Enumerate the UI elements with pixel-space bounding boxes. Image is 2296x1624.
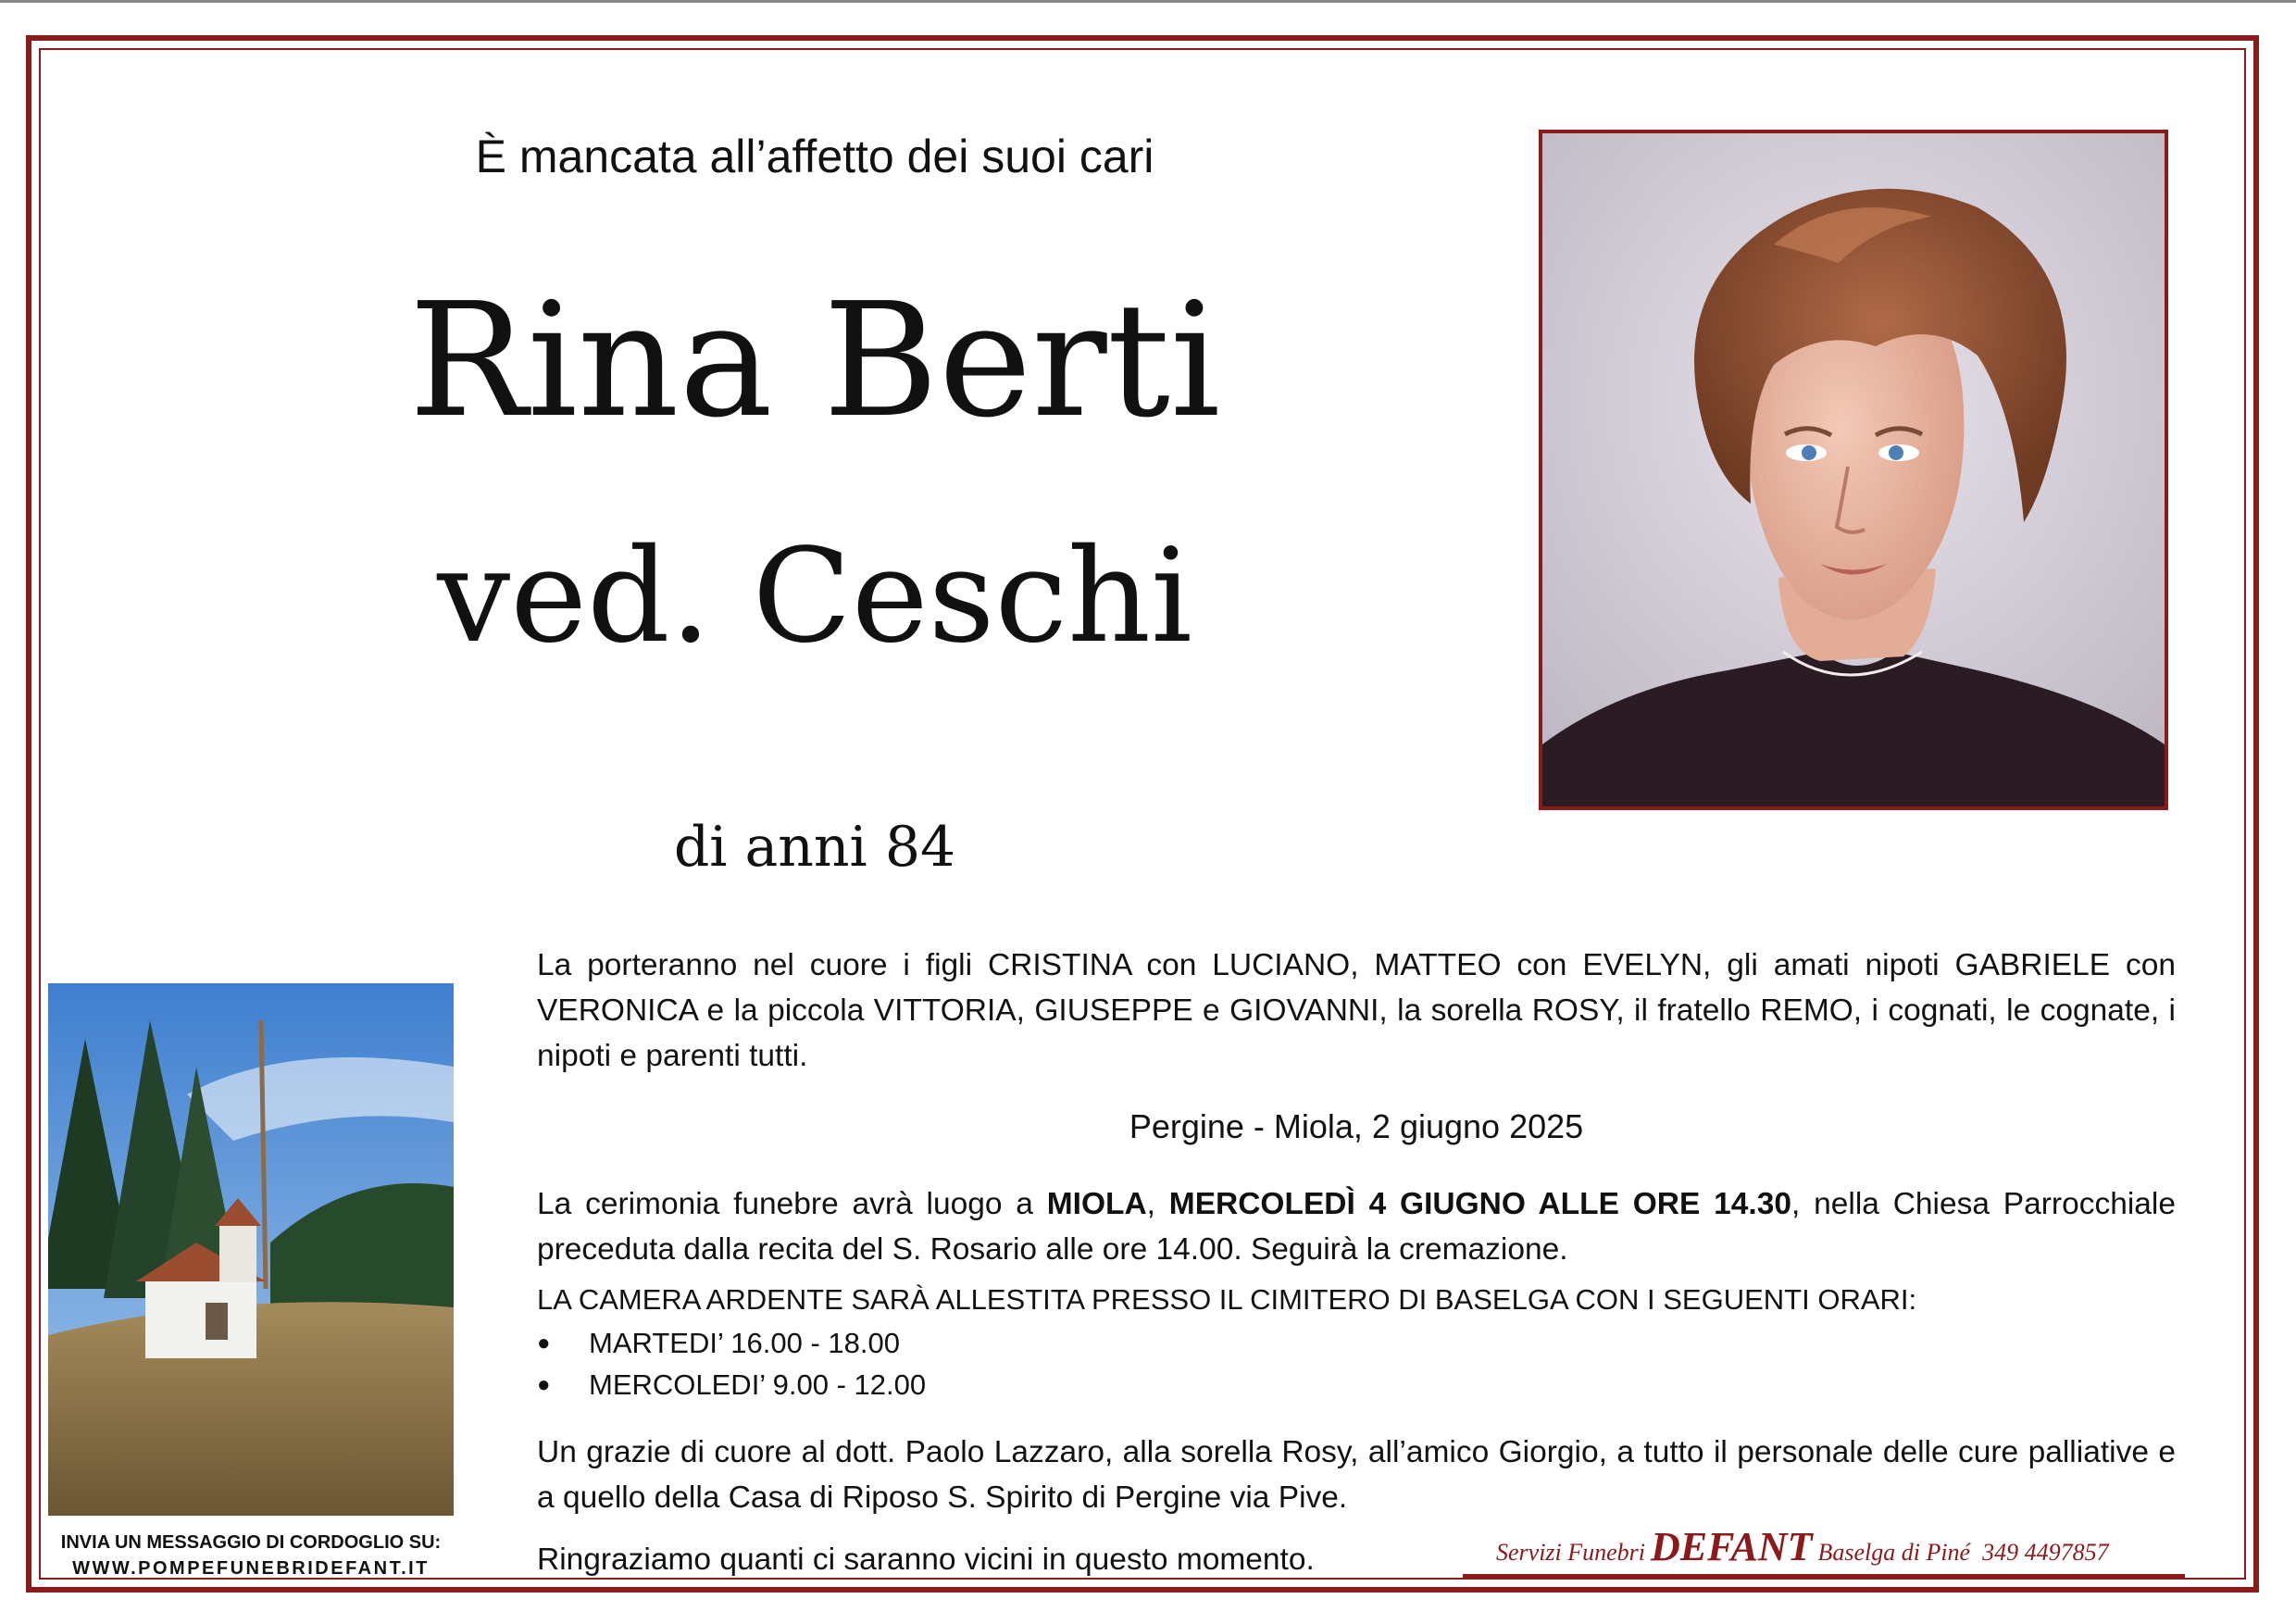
bullet-icon: ● (537, 1330, 551, 1355)
thanks-paragraph: Un grazie di cuore al dott. Paolo Lazzaro, alla sorella Rosy, all’amico Giorgio, a tutto il personale delle cure palliative e a quello della Casa di Riposo S. Spirito di Pergine via Pive. (537, 1435, 2176, 1515)
funeral-service-footer (1463, 1526, 2185, 1581)
dateline: Pergine - Miola, 2 giugno 2025 (1129, 1107, 1584, 1145)
footer-service: Servizi Funebri (1496, 1539, 1646, 1566)
footer-rule (1463, 1574, 2185, 1578)
schedule-list (537, 1322, 1926, 1405)
schedule-item-text: MERCOLEDI’ 9.00 - 12.00 (589, 1368, 927, 1401)
footer-phone: 349 4497857 (1982, 1539, 2109, 1566)
condolence-url-link[interactable]: WWW.POMPEFUNEBRIDEFANT.IT (72, 1558, 430, 1579)
condolence-box (48, 1530, 454, 1581)
ceremony-separator: , (1146, 1187, 1169, 1221)
bullet-icon: ● (537, 1372, 551, 1397)
age-text: di anni 84 (673, 815, 956, 880)
schedule-item (537, 1322, 1926, 1364)
deceased-name: Rina Berti (408, 269, 1221, 453)
camera-ardente-notice: LA CAMERA ARDENTE SARÀ ALLESTITA PRESSO IL CIMITERO DI BASELGA CON I SEGUENTI ORARI: (537, 1283, 1917, 1316)
widow-of-name: ved. Ceschi (437, 521, 1192, 672)
closing-line: Ringraziamo quanti ci saranno vicini in questo momento. (537, 1543, 1315, 1577)
chapel-illustration (48, 983, 454, 1516)
ceremony-details: , nella Chiesa Parrocchiale preceduta dalla recita del S. Rosario alle ore 14.00. Seguirà la cremazione. (537, 1187, 2176, 1267)
footer-brand-logo: DEFANT (1651, 1524, 1813, 1569)
schedule-item (537, 1364, 1926, 1405)
portrait-photo (1539, 130, 2168, 810)
chapel-landscape-photo (48, 983, 454, 1516)
ceremony-place: MIOLA (1046, 1187, 1147, 1221)
footer-text (1491, 1523, 2115, 1570)
top-edge-line (0, 0, 2296, 3)
condolence-label: INVIA UN MESSAGGIO DI CORDOGLIO SU: (60, 1532, 442, 1553)
schedule-item-text: MARTEDI’ 16.00 - 18.00 (589, 1327, 900, 1359)
ceremony-intro: La cerimonia funebre avrà luogo a (537, 1187, 1047, 1221)
portrait-illustration (1542, 133, 2165, 806)
family-paragraph: La porteranno nel cuore i figli CRISTINA con LUCIANO, MATTEO con EVELYN, gli amati nipoti GABRIELE con VERONICA e la piccola VITTORIA, GIUSEPPE e GIOVANNI, la sorella ROSY, il fratello REMO, i cognati, le cognate, i nipoti e parenti tutti. (537, 948, 2176, 1073)
footer-location: Baselga di Piné (1817, 1539, 1971, 1566)
intro-text: È mancata all’affetto dei suoi cari (475, 131, 1154, 182)
ceremony-paragraph (537, 1181, 2176, 1272)
ceremony-datetime: MERCOLEDÌ 4 GIUGNO ALLE ORE 14.30 (1168, 1187, 1791, 1221)
